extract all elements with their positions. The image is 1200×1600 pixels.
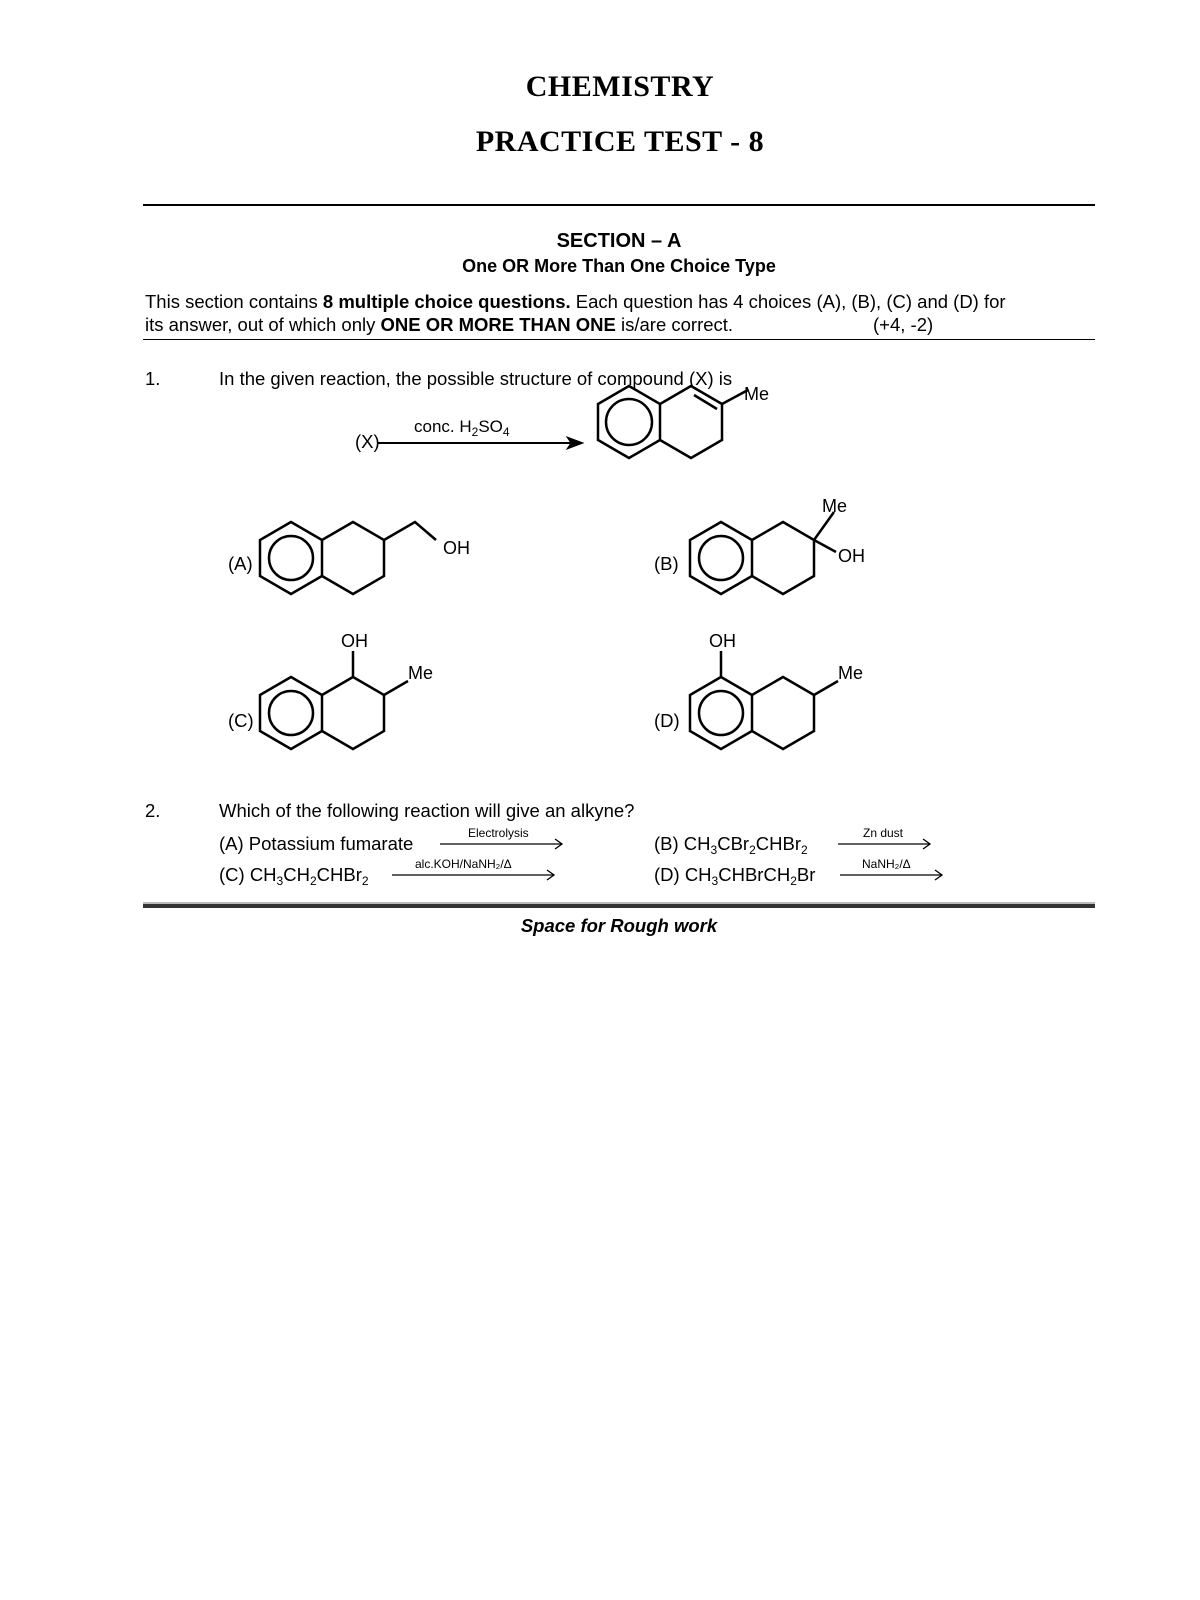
question-2-text: Which of the following reaction will give an alkyne? [219, 800, 635, 821]
option-b-label: (B) [654, 553, 679, 574]
q2-option-d-arrow [840, 869, 950, 883]
option-c-me: Me [408, 663, 434, 683]
subject-title: CHEMISTRY [525, 70, 715, 103]
option-a-structure [258, 518, 518, 618]
q2-option-b-arrow [838, 838, 938, 852]
footer-rule [143, 904, 1095, 908]
option-a-oh: OH [443, 538, 470, 558]
question-number: 1. [145, 368, 161, 389]
product-me-label: Me [744, 384, 770, 404]
option-c-structure [258, 633, 478, 773]
option-b-oh: OH [838, 546, 865, 566]
marking-scheme: (+4, -2) [873, 314, 934, 335]
option-a-label: (A) [228, 553, 253, 574]
q2-option-b: (B) $CH_3CBr_2CHBr_2$ [654, 833, 808, 857]
header-divider [143, 204, 1095, 206]
section-type: One OR More Than One Choice Type [462, 256, 776, 276]
question-2-number: 2. [145, 800, 161, 821]
option-b-me: Me [822, 496, 848, 516]
reactant-x-label: (X) [355, 431, 380, 452]
rough-work-label: Space for Rough work [520, 915, 718, 936]
option-c-label: (C) [228, 710, 254, 731]
q2-option-a: (A) Potassium fumarate [219, 833, 414, 854]
product-structure [590, 385, 800, 485]
section-name: SECTION – A [556, 230, 682, 252]
reaction-arrow [378, 433, 588, 453]
instructions-line-2: its answer, out of which only ONE OR MORE THAN ONE is/are correct. [145, 314, 734, 335]
option-d-oh: OH [709, 631, 736, 651]
q2-option-c: (C) $CH_3CH_2CHBr_2$ [219, 864, 369, 888]
q2-option-c-arrow [392, 869, 562, 883]
option-b-structure [688, 496, 908, 618]
reagent-label: conc. $H_2SO_4$ [414, 417, 510, 439]
question-text: In the given reaction, the possible structure of compound (X) is [219, 368, 733, 389]
q2-option-a-condition: Electrolysis [468, 826, 529, 840]
instructions-line-1: This section contains 8 multiple choice questions. Each question has 4 choices (A), (B), (C) and (D) for [145, 291, 1006, 312]
q2-option-c-condition: alc.KOH/NaNH₂/Δ [415, 857, 512, 871]
q2-option-b-condition: Zn dust [863, 826, 904, 840]
q2-option-d-condition: NaNH₂/Δ [862, 857, 911, 871]
q2-option-a-arrow [440, 838, 570, 852]
section-divider [143, 339, 1095, 340]
option-d-me: Me [838, 663, 864, 683]
option-c-oh: OH [341, 631, 368, 651]
option-d-label: (D) [654, 710, 680, 731]
test-title: PRACTICE TEST - 8 [475, 125, 765, 158]
q2-option-d: (D) $CH_3CHBrCH_2Br$ [654, 864, 816, 888]
option-d-structure [688, 633, 908, 773]
